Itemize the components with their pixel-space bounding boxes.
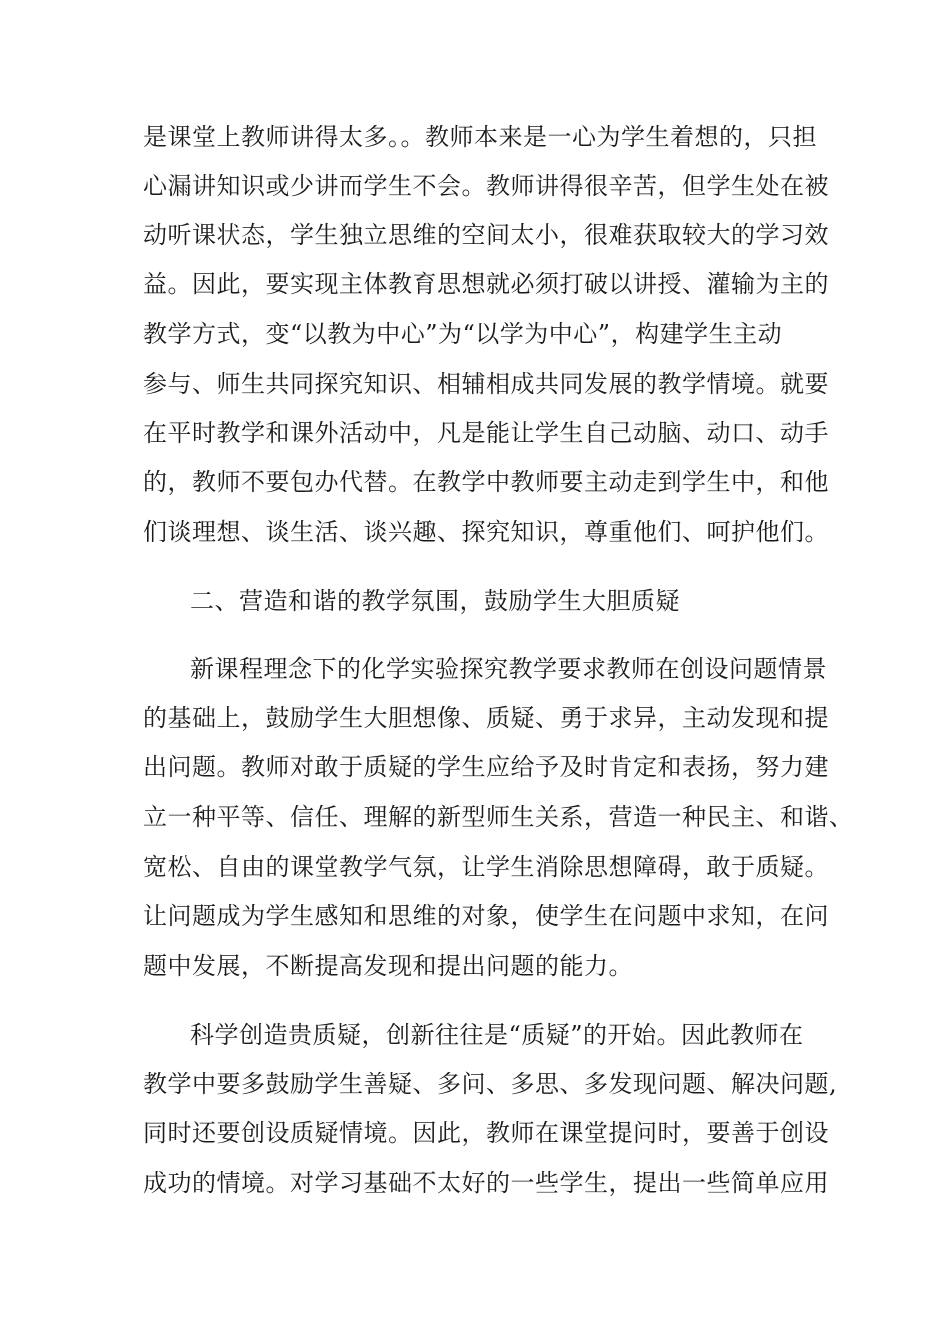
paragraph-1-line-9: 们谈理想、谈生活、谈兴趣、探究知识，尊重他们、呵护他们。: [143, 518, 829, 546]
paragraph-3-line-2: 的基础上，鼓励学生大胆想像、质疑、勇于求异，主动发现和提: [143, 704, 829, 732]
paragraph-4-line-1: 科学创造贵质疑，创新往往是“质疑”的开始。因此教师在: [190, 1021, 804, 1049]
paragraph-1-line-4: 益。因此，要实现主体教育思想就必须打破以讲授、灌输为主的: [143, 270, 829, 298]
paragraph-1-line-2: 心漏讲知识或少讲而学生不会。教师讲得很辛苦，但学生处在被: [143, 172, 829, 200]
paragraph-1-line-8: 的，教师不要包办代替。在教学中教师要主动走到学生中，和他: [143, 468, 829, 496]
paragraph-3-line-3: 出问题。教师对敢于质疑的学生应给予及时肯定和表扬，努力建: [143, 753, 829, 781]
paragraph-3-line-4: 立一种平等、信任、理解的新型师生关系，营造一种民主、和谐、: [143, 803, 854, 831]
paragraph-1-line-7: 在平时教学和课外活动中，凡是能让学生自己动脑、动口、动手: [143, 419, 829, 447]
paragraph-4-line-2: 教学中要多鼓励学生善疑、多问、多思、多发现问题、解决问题,: [143, 1070, 838, 1098]
paragraph-3-line-1: 新课程理念下的化学实验探究教学要求教师在创设问题情景: [190, 655, 827, 683]
section-heading: 二、营造和谐的教学氛围，鼓励学生大胆质疑: [190, 587, 680, 615]
paragraph-1-line-1: 是课堂上教师讲得太多。。教师本来是一心为学生着想的，只担: [143, 123, 817, 151]
paragraph-4-line-3: 同时还要创设质疑情境。因此，教师在课堂提问时，要善于创设: [143, 1119, 829, 1147]
paragraph-3-line-5: 宽松、自由的课堂教学气氛，让学生消除思想障碍，敢于质疑。: [143, 853, 829, 881]
paragraph-3-line-6: 让问题成为学生感知和思维的对象，使学生在问题中求知，在问: [143, 902, 829, 930]
paragraph-1-line-3: 动听课状态，学生独立思维的空间太小，很难获取较大的学习效: [143, 221, 829, 249]
paragraph-3-line-7: 题中发展，不断提高发现和提出问题的能力。: [143, 952, 633, 980]
paragraph-4-line-4: 成功的情境。对学习基础不太好的一些学生，提出一些简单应用: [143, 1169, 829, 1197]
paragraph-1-line-5: 教学方式，变“以教为中心”为“以学为中心”，构建学生主动: [143, 320, 783, 348]
paragraph-1-line-6: 参与、师生共同探究知识、相辅相成共同发展的教学情境。就要: [143, 370, 829, 398]
